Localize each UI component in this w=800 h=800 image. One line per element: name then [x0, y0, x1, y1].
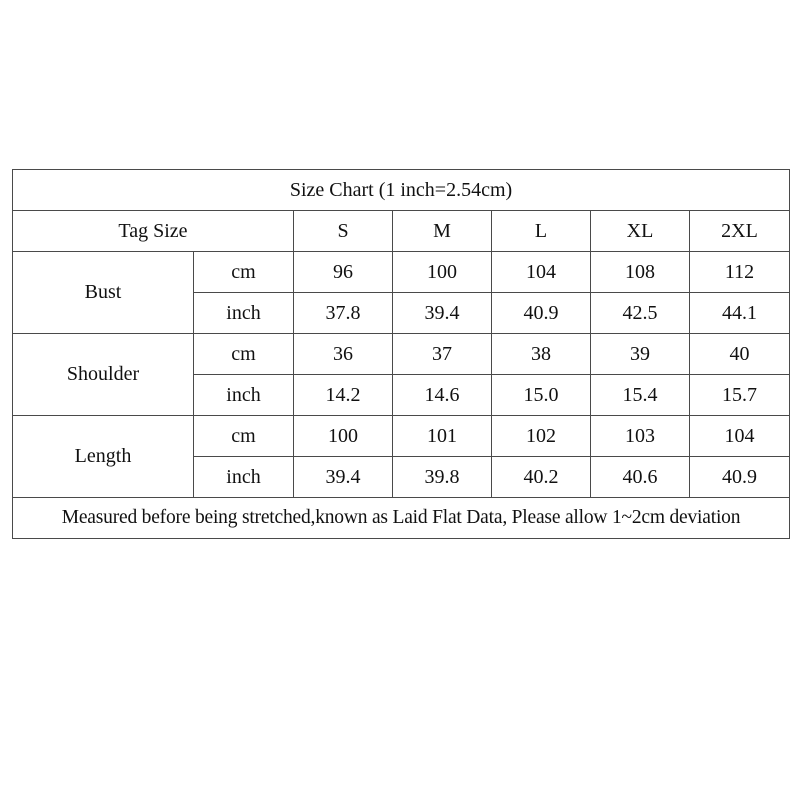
size-header-row: [13, 211, 790, 252]
table-cell: 100: [393, 252, 492, 293]
table-cell: 44.1: [690, 293, 790, 334]
table-cell: 15.7: [690, 375, 790, 416]
table-cell: 40.2: [492, 457, 591, 498]
size-header-m: M: [393, 211, 492, 252]
unit-cm: cm: [194, 252, 294, 293]
title-row: [13, 170, 790, 211]
size-header-xl: XL: [591, 211, 690, 252]
table-cell: 101: [393, 416, 492, 457]
table-cell: 39.4: [393, 293, 492, 334]
table-row: [13, 334, 790, 375]
table-cell: 36: [294, 334, 393, 375]
unit-cm: cm: [194, 416, 294, 457]
table-cell: 37.8: [294, 293, 393, 334]
table-cell: 96: [294, 252, 393, 293]
row-label-length: Length: [13, 416, 194, 498]
unit-cm: cm: [194, 334, 294, 375]
table-cell: 40: [690, 334, 790, 375]
tag-size-label: Tag Size: [13, 211, 294, 252]
unit-inch: inch: [194, 293, 294, 334]
table-row: [13, 416, 790, 457]
table-cell: 112: [690, 252, 790, 293]
table-cell: 39.8: [393, 457, 492, 498]
table-cell: 104: [492, 252, 591, 293]
table-row: [13, 252, 790, 293]
table-cell: 42.5: [591, 293, 690, 334]
size-header-l: L: [492, 211, 591, 252]
table-cell: 14.2: [294, 375, 393, 416]
row-label-bust: Bust: [13, 252, 194, 334]
table-cell: 39.4: [294, 457, 393, 498]
table-cell: 15.0: [492, 375, 591, 416]
table-cell: 40.9: [492, 293, 591, 334]
row-label-shoulder: Shoulder: [13, 334, 194, 416]
table-cell: 108: [591, 252, 690, 293]
table-cell: 38: [492, 334, 591, 375]
size-header-s: S: [294, 211, 393, 252]
table-cell: 14.6: [393, 375, 492, 416]
table-cell: 102: [492, 416, 591, 457]
table-cell: 104: [690, 416, 790, 457]
unit-inch: inch: [194, 375, 294, 416]
unit-inch: inch: [194, 457, 294, 498]
measurement-note: Measured before being stretched,known as Laid Flat Data, Please allow 1~2cm deviation: [13, 498, 790, 539]
size-header-2xl: 2XL: [690, 211, 790, 252]
table-title: Size Chart (1 inch=2.54cm): [13, 170, 790, 211]
table-cell: 39: [591, 334, 690, 375]
table-cell: 100: [294, 416, 393, 457]
size-chart-table: [12, 169, 790, 539]
table-cell: 103: [591, 416, 690, 457]
table-cell: 15.4: [591, 375, 690, 416]
table-cell: 40.6: [591, 457, 690, 498]
note-row: [13, 498, 790, 539]
table-cell: 37: [393, 334, 492, 375]
table-cell: 40.9: [690, 457, 790, 498]
